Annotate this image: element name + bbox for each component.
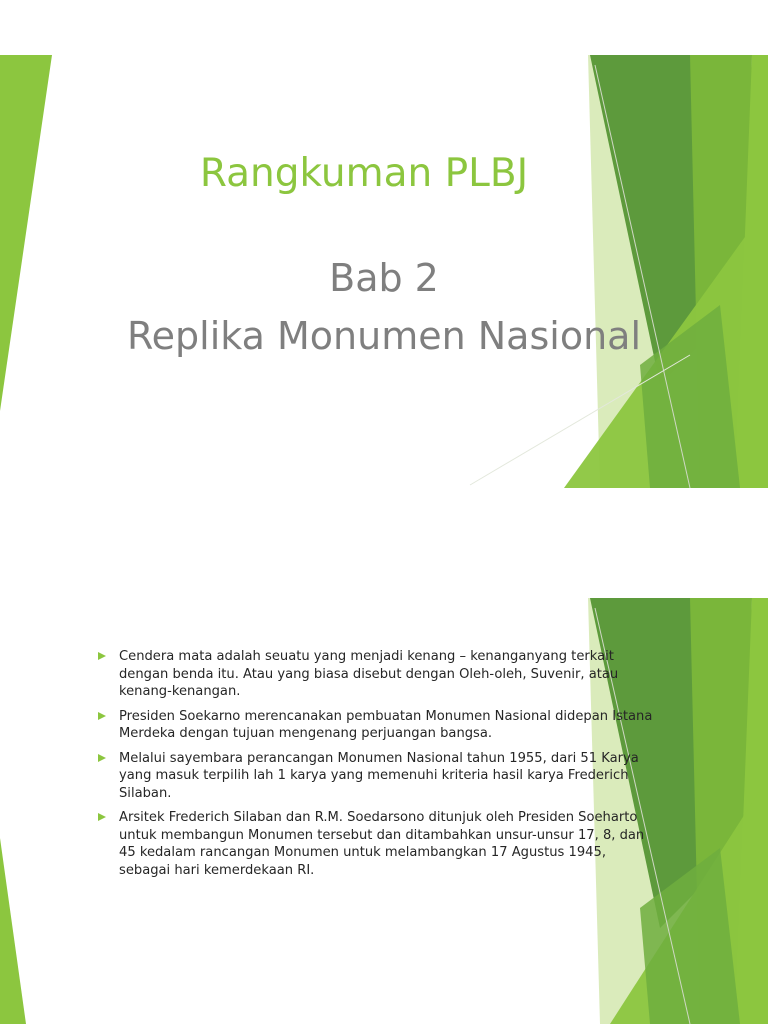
bullet-item: [96, 708, 656, 743]
bullet-item: [96, 648, 656, 701]
slide-subtitle-topic: Replika Monumen Nasional: [126, 314, 642, 358]
bullet-item: [96, 750, 656, 803]
bullet-list: [96, 648, 656, 886]
bullet-text: Presiden Soekarno merencanakan pembuatan Monumen Nasional didepan Istana Merdeka dengan tujuan mengenang perjuangan bangsa.: [119, 708, 653, 741]
title-slide: [0, 55, 768, 488]
triangle-bullet-icon: [98, 712, 106, 720]
bullet-text: Melalui sayembara perancangan Monumen Nasional tahun 1955, dari 51 Karya yang masuk terpilih lah 1 karya yang memenuhi kriteria hasil karya Frederich Silaban.: [119, 750, 639, 801]
left-green-shape: [0, 838, 26, 1024]
bullet-text: Cendera mata adalah seuatu yang menjadi kenang – kenanganyang terkait dengan benda itu. Atau yang biasa disebut dengan Oleh-oleh, Suvenir, atau kenang-kenangan.: [119, 649, 619, 699]
bullet-text: Arsitek Frederich Silaban dan R.M. Soedarsono ditunjuk oleh Presiden Soeharto untuk membangun Monumen tersebut dan ditambahkan unsur-unsur 17, 8, dan 45 kedalam rancangan Monumen untuk melambangkan 17 Agustus 1945, sebagai hari kemerdekaan RI.: [119, 810, 645, 878]
triangle-bullet-icon: [98, 652, 106, 660]
slide-subtitle-chapter: Bab 2: [329, 256, 439, 300]
slide-title: Rangkuman PLBJ: [199, 151, 529, 196]
content-slide: [0, 598, 768, 1024]
bullet-item: [96, 809, 656, 879]
triangle-bullet-icon: [98, 754, 106, 762]
triangle-bullet-icon: [98, 813, 106, 821]
